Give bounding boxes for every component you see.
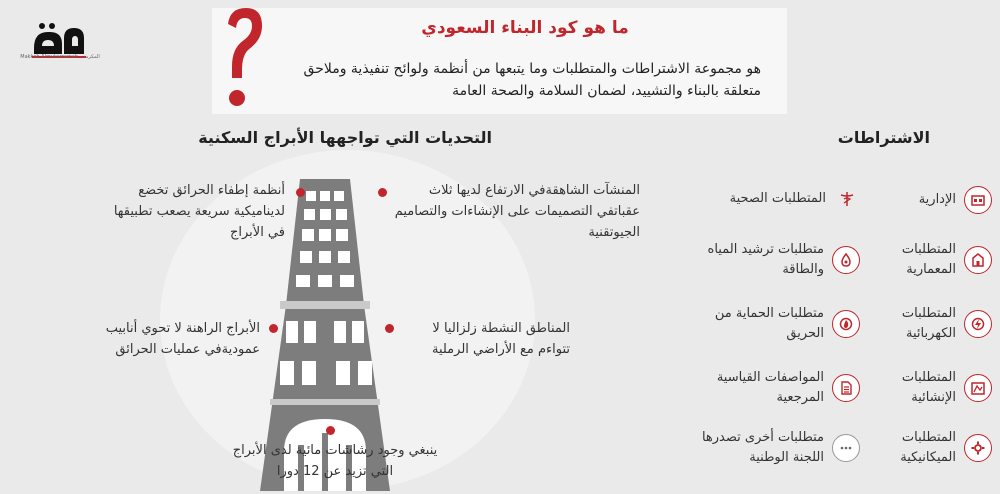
challenge-text-2: أنظمة إطفاء الحرائق تخضع لديناميكية سريعة يصعب تطبيقها في الأبراج [113, 183, 285, 240]
req-label-structural: المتطلبات الإنشائية [901, 370, 956, 405]
admin-icon [964, 186, 992, 214]
challenge-text-1: المنشآت الشاهقةفي الارتفاع لديها ثلاث عقباتفي التصميمات على الإنشاءات والتصاميم الجيوتقنية [394, 183, 640, 240]
req-label-water-energy: متطلبات ترشيد المياه والطاقة [707, 242, 824, 277]
req-item-water-energy [680, 240, 860, 280]
req-item-admin [870, 186, 992, 214]
req-item-other [680, 428, 860, 468]
req-label-health: المتطلبات الصحية [729, 191, 826, 206]
challenge-dot-4 [269, 324, 278, 333]
challenge-dot-5 [326, 426, 335, 435]
challenge-text-3: المناطق النشطة زلزاليا لا تتواءم مع الأراضي الرملية [431, 321, 570, 357]
req-item-electrical [870, 304, 992, 344]
challenge-text-5: ينبغي وجود رشاشات مائية لدى الأبراج التي تزيد عن 12 دورا [232, 443, 438, 479]
definition-body: هو مجموعة الاشتراطات والمتطلبات وما يتبعها من أنظمة ولوائح تنفيذية وملاحق متعلقة بالبناء والتشييد، لضمان السلامة والصحة العامة [303, 61, 761, 99]
req-label-architectural: المتطلبات المعمارية [901, 242, 956, 277]
requirements-title: الاشتراطات [837, 128, 930, 147]
req-item-fire [680, 304, 860, 344]
challenge-dot-2 [296, 188, 305, 197]
req-item-standards [680, 368, 860, 408]
req-label-fire: متطلبات الحماية من الحريق [714, 306, 824, 341]
electric-icon [964, 310, 992, 338]
req-label-mechanical: المتطلبات الميكانيكية [900, 430, 956, 465]
challenge-dot-3 [385, 324, 394, 333]
building-icon [964, 246, 992, 274]
mechanical-gear-icon [964, 434, 992, 462]
req-label-other: متطلبات أخرى تصدرها اللجنة الوطنية [701, 430, 824, 465]
fire-protection-icon [832, 310, 860, 338]
construction-icon [964, 374, 992, 402]
challenges-title: التحديات التي تواجهها الأبراج السكنية [198, 128, 492, 147]
water-energy-icon [832, 246, 860, 274]
medical-caduceus-icon [834, 186, 860, 212]
question-mark-icon [216, 4, 266, 116]
challenge-text-4: الأبراج الراهنة لا تحوي أنابيب عموديةفي عمليات الحرائق [105, 321, 260, 357]
logo-tagline: Makkah Almukarramah - المكرمة [20, 54, 100, 60]
document-icon [832, 374, 860, 402]
req-label-electrical: المتطلبات الكهربائية [901, 306, 956, 341]
req-item-architectural [870, 240, 992, 280]
req-item-health [680, 186, 860, 212]
req-label-admin: الإدارية [918, 192, 956, 207]
req-item-mechanical [870, 428, 992, 468]
req-item-structural [870, 368, 992, 408]
challenge-dot-1 [378, 188, 387, 197]
more-dots-icon [832, 434, 860, 462]
definition-title: ما هو كود البناء السعودي [421, 18, 629, 38]
req-label-standards: المواصفات القياسية المرجعية [716, 370, 824, 405]
